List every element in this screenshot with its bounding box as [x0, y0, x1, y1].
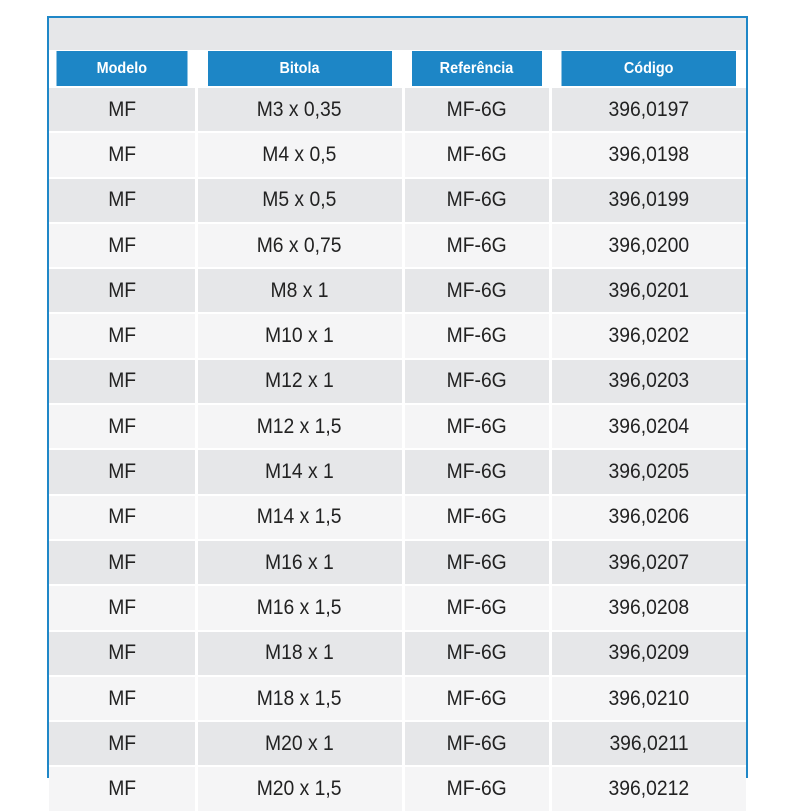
cell-bitola — [196, 721, 403, 766]
cell-modelo-text: MF — [107, 550, 136, 574]
cell-codigo-text: 396,0203 — [608, 369, 690, 393]
product-table — [49, 51, 746, 811]
table-row — [49, 585, 746, 630]
cell-modelo-text: MF — [107, 97, 136, 121]
cell-modelo — [49, 132, 196, 177]
cell-bitola-text: M4 x 0,5 — [262, 142, 337, 166]
table-row — [49, 449, 746, 494]
table-row — [49, 87, 746, 132]
cell-modelo-text: MF — [107, 324, 136, 348]
cell-referencia — [403, 87, 550, 132]
cell-codigo — [550, 540, 746, 585]
cell-codigo-text: 396,0209 — [608, 641, 690, 665]
cell-bitola — [196, 132, 403, 177]
cell-referencia — [403, 268, 550, 313]
cell-referencia — [403, 313, 550, 358]
header-modelo: Modelo — [56, 51, 188, 87]
cell-codigo-text: 396,0198 — [608, 142, 690, 166]
cell-codigo — [550, 313, 746, 358]
cell-bitola — [196, 631, 403, 676]
cell-modelo — [49, 540, 196, 585]
cell-codigo-text: 396,0210 — [608, 686, 690, 710]
cell-bitola — [196, 268, 403, 313]
cell-bitola-text: M10 x 1 — [265, 324, 334, 348]
cell-codigo-text: 396,0204 — [608, 414, 690, 438]
cell-modelo — [49, 631, 196, 676]
cell-modelo-text: MF — [107, 777, 136, 801]
cell-referencia — [403, 676, 550, 721]
cell-modelo — [49, 87, 196, 132]
cell-modelo — [49, 585, 196, 630]
cell-codigo — [550, 449, 746, 494]
cell-referencia-text: MF-6G — [446, 731, 507, 755]
cell-codigo-text: 396,0205 — [608, 460, 690, 484]
cell-referencia — [403, 223, 550, 268]
cell-referencia — [403, 359, 550, 404]
cell-bitola — [196, 178, 403, 223]
cell-modelo-text: MF — [107, 731, 136, 755]
cell-referencia — [403, 449, 550, 494]
cell-modelo — [49, 268, 196, 313]
cell-bitola — [196, 313, 403, 358]
table-row — [49, 540, 746, 585]
cell-codigo-text: 396,0208 — [608, 595, 690, 619]
cell-modelo-text: MF — [107, 233, 136, 257]
cell-bitola — [196, 223, 403, 268]
table-row — [49, 223, 746, 268]
cell-modelo — [49, 359, 196, 404]
cell-codigo — [550, 585, 746, 630]
cell-codigo — [550, 359, 746, 404]
cell-referencia-text: MF-6G — [446, 278, 507, 302]
cell-modelo-text: MF — [107, 278, 136, 302]
cell-bitola — [196, 585, 403, 630]
cell-bitola — [196, 495, 403, 540]
cell-referencia-text: MF-6G — [446, 460, 507, 484]
cell-codigo — [550, 178, 746, 223]
table-row — [49, 495, 746, 540]
table-top-band — [49, 18, 746, 51]
cell-modelo — [49, 676, 196, 721]
cell-referencia-text: MF-6G — [446, 641, 507, 665]
cell-codigo — [550, 132, 746, 177]
cell-modelo-text: MF — [107, 188, 136, 212]
cell-bitola-text: M6 x 0,75 — [257, 233, 342, 257]
cell-modelo — [49, 404, 196, 449]
table-row — [49, 313, 746, 358]
table-header — [49, 51, 746, 87]
table-row — [49, 404, 746, 449]
header-bitola: Bitola — [206, 51, 392, 87]
cell-modelo — [49, 766, 196, 810]
cell-bitola — [196, 766, 403, 810]
cell-modelo — [49, 721, 196, 766]
cell-codigo — [550, 87, 746, 132]
cell-modelo-text: MF — [107, 414, 136, 438]
cell-referencia — [403, 631, 550, 676]
cell-modelo-text: MF — [107, 505, 136, 529]
cell-referencia-text: MF-6G — [446, 324, 507, 348]
cell-bitola-text: M14 x 1 — [265, 460, 334, 484]
cell-codigo — [550, 268, 746, 313]
cell-codigo — [550, 223, 746, 268]
cell-codigo — [550, 404, 746, 449]
cell-referencia — [403, 585, 550, 630]
cell-referencia-text: MF-6G — [446, 142, 507, 166]
cell-referencia-text: MF-6G — [446, 188, 507, 212]
cell-codigo-text: 396,0201 — [608, 278, 690, 302]
cell-bitola — [196, 404, 403, 449]
cell-bitola-text: M20 x 1,5 — [257, 777, 342, 801]
table-row — [49, 178, 746, 223]
cell-codigo-text: 396,0197 — [608, 97, 690, 121]
cell-referencia-text: MF-6G — [446, 505, 507, 529]
cell-bitola — [196, 540, 403, 585]
product-table-frame — [47, 16, 748, 801]
cell-referencia — [403, 132, 550, 177]
cell-bitola-text: M16 x 1 — [265, 550, 334, 574]
cell-referencia — [403, 540, 550, 585]
cell-modelo-text: MF — [107, 460, 136, 484]
cell-modelo-text: MF — [107, 686, 136, 710]
cell-codigo — [550, 721, 746, 766]
cell-referencia-text: MF-6G — [446, 550, 507, 574]
cell-codigo-text: 396,0200 — [608, 233, 690, 257]
cell-codigo-text: 396,0199 — [608, 188, 690, 212]
cell-referencia — [403, 766, 550, 810]
table-row — [49, 268, 746, 313]
cell-bitola-text: M18 x 1 — [265, 641, 334, 665]
cell-referencia-text: MF-6G — [446, 777, 507, 801]
cell-bitola-text: M14 x 1,5 — [257, 505, 342, 529]
cell-modelo — [49, 178, 196, 223]
cell-modelo — [49, 495, 196, 540]
table-row — [49, 676, 746, 721]
cell-bitola-text: M20 x 1 — [265, 731, 334, 755]
cell-referencia-text: MF-6G — [446, 233, 507, 257]
cell-modelo-text: MF — [107, 369, 136, 393]
table-row — [49, 132, 746, 177]
cell-bitola — [196, 87, 403, 132]
cell-referencia — [403, 404, 550, 449]
cell-referencia-text: MF-6G — [446, 97, 507, 121]
cell-bitola — [196, 449, 403, 494]
cell-modelo-text: MF — [107, 142, 136, 166]
table-row — [49, 766, 746, 810]
cell-referencia-text: MF-6G — [446, 595, 507, 619]
cell-codigo — [550, 495, 746, 540]
cell-referencia — [403, 178, 550, 223]
cell-bitola-text: M16 x 1,5 — [257, 595, 342, 619]
cell-modelo-text: MF — [107, 595, 136, 619]
cell-bitola-text: M18 x 1,5 — [257, 686, 342, 710]
cell-modelo — [49, 449, 196, 494]
header-referencia: Referência — [410, 51, 542, 87]
table-row — [49, 721, 746, 766]
cell-bitola-text: M8 x 1 — [270, 278, 329, 302]
cell-modelo — [49, 313, 196, 358]
cell-referencia — [403, 495, 550, 540]
cell-referencia-text: MF-6G — [446, 369, 507, 393]
cell-codigo — [550, 766, 746, 810]
header-row — [49, 51, 746, 87]
cell-codigo-text: 396,0207 — [608, 550, 690, 574]
cell-codigo — [550, 676, 746, 721]
cell-bitola — [196, 676, 403, 721]
cell-codigo-text: 396,0202 — [608, 324, 690, 348]
cell-bitola-text: M3 x 0,35 — [257, 97, 342, 121]
table-body — [49, 87, 746, 811]
cell-referencia-text: MF-6G — [446, 414, 507, 438]
cell-codigo-text: 396,0211 — [609, 731, 689, 755]
cell-codigo — [550, 631, 746, 676]
cell-bitola-text: M12 x 1,5 — [257, 414, 342, 438]
table-row — [49, 359, 746, 404]
cell-codigo-text: 396,0206 — [608, 505, 690, 529]
cell-bitola-text: M12 x 1 — [265, 369, 334, 393]
cell-referencia — [403, 721, 550, 766]
cell-bitola-text: M5 x 0,5 — [262, 188, 337, 212]
cell-codigo-text: 396,0212 — [608, 777, 690, 801]
cell-modelo — [49, 223, 196, 268]
table-row — [49, 631, 746, 676]
header-codigo: Código — [560, 51, 736, 87]
cell-modelo-text: MF — [107, 641, 136, 665]
cell-referencia-text: MF-6G — [446, 686, 507, 710]
cell-bitola — [196, 359, 403, 404]
